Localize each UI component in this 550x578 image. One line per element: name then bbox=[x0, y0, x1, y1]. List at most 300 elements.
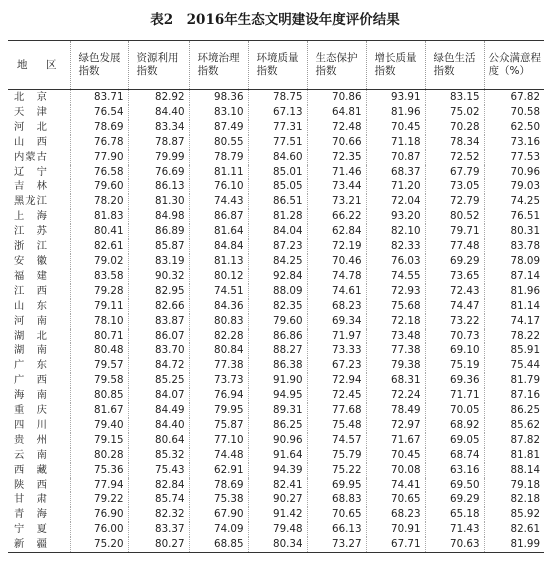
value-cell: 78.34 bbox=[425, 135, 484, 150]
table-row bbox=[8, 478, 544, 493]
table-row bbox=[8, 492, 544, 507]
value-cell: 79.57 bbox=[70, 358, 128, 373]
value-cell: 80.41 bbox=[70, 224, 128, 239]
value-cell: 80.52 bbox=[425, 209, 484, 224]
value-cell: 75.68 bbox=[366, 299, 425, 314]
region-cell: 山 西 bbox=[14, 135, 48, 148]
value-cell: 70.58 bbox=[484, 105, 544, 120]
value-cell: 73.33 bbox=[307, 343, 366, 358]
value-cell: 70.73 bbox=[425, 329, 484, 344]
value-cell: 81.64 bbox=[189, 224, 248, 239]
region-cell: 河 北 bbox=[14, 120, 48, 133]
value-cell: 73.65 bbox=[425, 269, 484, 284]
value-cell: 72.43 bbox=[425, 284, 484, 299]
value-cell: 84.25 bbox=[248, 254, 307, 269]
value-cell: 79.48 bbox=[248, 522, 307, 537]
value-cell: 62.91 bbox=[189, 463, 248, 478]
value-cell: 86.25 bbox=[248, 418, 307, 433]
table-row bbox=[8, 269, 544, 284]
value-cell: 76.94 bbox=[189, 388, 248, 403]
value-cell: 75.20 bbox=[70, 537, 128, 552]
table-row bbox=[8, 150, 544, 165]
region-cell: 新 疆 bbox=[14, 538, 48, 551]
value-cell: 74.55 bbox=[366, 269, 425, 284]
value-cell: 82.61 bbox=[484, 522, 544, 537]
value-cell: 68.92 bbox=[425, 418, 484, 433]
table-row bbox=[8, 284, 544, 299]
table-row bbox=[8, 403, 544, 418]
value-cell: 73.22 bbox=[425, 314, 484, 329]
table-row bbox=[8, 522, 544, 537]
value-cell: 77.90 bbox=[70, 150, 128, 165]
value-cell: 80.28 bbox=[70, 448, 128, 463]
value-cell: 79.38 bbox=[366, 358, 425, 373]
table-header bbox=[8, 41, 544, 90]
value-cell: 67.13 bbox=[248, 105, 307, 120]
value-cell: 98.36 bbox=[189, 90, 248, 105]
value-cell: 86.51 bbox=[248, 194, 307, 209]
value-cell: 84.49 bbox=[128, 403, 189, 418]
value-cell: 72.48 bbox=[307, 120, 366, 135]
value-cell: 69.34 bbox=[307, 314, 366, 329]
value-cell: 74.47 bbox=[425, 299, 484, 314]
value-cell: 83.15 bbox=[425, 90, 484, 105]
table-row bbox=[8, 90, 544, 105]
value-cell: 76.69 bbox=[128, 165, 189, 180]
value-cell: 83.19 bbox=[128, 254, 189, 269]
value-cell: 69.95 bbox=[307, 478, 366, 493]
value-cell: 77.51 bbox=[248, 135, 307, 150]
value-cell: 84.72 bbox=[128, 358, 189, 373]
value-cell: 73.05 bbox=[425, 179, 484, 194]
value-cell: 68.74 bbox=[425, 448, 484, 463]
value-cell: 70.28 bbox=[425, 120, 484, 135]
value-cell: 84.04 bbox=[248, 224, 307, 239]
value-cell: 84.07 bbox=[128, 388, 189, 403]
value-cell: 79.60 bbox=[248, 314, 307, 329]
value-cell: 81.99 bbox=[484, 537, 544, 552]
value-cell: 71.18 bbox=[366, 135, 425, 150]
value-cell: 85.74 bbox=[128, 492, 189, 507]
value-cell: 68.23 bbox=[307, 299, 366, 314]
value-cell: 81.13 bbox=[189, 254, 248, 269]
value-cell: 83.78 bbox=[484, 239, 544, 254]
value-cell: 82.35 bbox=[248, 299, 307, 314]
value-cell: 86.07 bbox=[128, 329, 189, 344]
value-cell: 85.32 bbox=[128, 448, 189, 463]
value-cell: 84.60 bbox=[248, 150, 307, 165]
region-cell: 湖 南 bbox=[14, 344, 48, 357]
value-cell: 78.22 bbox=[484, 329, 544, 344]
value-cell: 86.87 bbox=[189, 209, 248, 224]
value-cell: 82.66 bbox=[128, 299, 189, 314]
value-cell: 68.23 bbox=[366, 507, 425, 522]
value-cell: 79.11 bbox=[70, 299, 128, 314]
value-cell: 81.81 bbox=[484, 448, 544, 463]
column-header-environmental-quality: 环境质量指数 bbox=[248, 41, 307, 90]
region-cell: 陕 西 bbox=[14, 478, 48, 491]
value-cell: 84.40 bbox=[128, 105, 189, 120]
value-cell: 74.57 bbox=[307, 433, 366, 448]
value-cell: 79.60 bbox=[70, 179, 128, 194]
value-cell: 76.51 bbox=[484, 209, 544, 224]
value-cell: 70.63 bbox=[425, 537, 484, 552]
table-row bbox=[8, 433, 544, 448]
value-cell: 69.29 bbox=[425, 254, 484, 269]
value-cell: 73.27 bbox=[307, 537, 366, 552]
value-cell: 73.48 bbox=[366, 329, 425, 344]
region-cell: 河 南 bbox=[14, 314, 48, 327]
value-cell: 76.58 bbox=[70, 165, 128, 180]
value-cell: 90.96 bbox=[248, 433, 307, 448]
value-cell: 75.79 bbox=[307, 448, 366, 463]
table-row bbox=[8, 448, 544, 463]
value-cell: 78.79 bbox=[189, 150, 248, 165]
value-cell: 91.42 bbox=[248, 507, 307, 522]
value-cell: 70.05 bbox=[425, 403, 484, 418]
value-cell: 77.38 bbox=[189, 358, 248, 373]
value-cell: 86.89 bbox=[128, 224, 189, 239]
value-cell: 72.45 bbox=[307, 388, 366, 403]
value-cell: 78.75 bbox=[248, 90, 307, 105]
table-row bbox=[8, 194, 544, 209]
value-cell: 80.34 bbox=[248, 537, 307, 552]
table-row bbox=[8, 254, 544, 269]
value-cell: 79.18 bbox=[484, 478, 544, 493]
value-cell: 75.43 bbox=[128, 463, 189, 478]
table-row bbox=[8, 329, 544, 344]
table-row bbox=[8, 343, 544, 358]
value-cell: 68.83 bbox=[307, 492, 366, 507]
value-cell: 73.73 bbox=[189, 373, 248, 388]
table-row bbox=[8, 179, 544, 194]
value-cell: 81.79 bbox=[484, 373, 544, 388]
region-cell: 西 藏 bbox=[14, 463, 48, 476]
value-cell: 76.03 bbox=[366, 254, 425, 269]
value-cell: 81.30 bbox=[128, 194, 189, 209]
value-cell: 92.84 bbox=[248, 269, 307, 284]
region-cell: 贵 州 bbox=[14, 433, 48, 446]
value-cell: 72.18 bbox=[366, 314, 425, 329]
value-cell: 83.70 bbox=[128, 343, 189, 358]
table-row bbox=[8, 209, 544, 224]
region-cell: 云 南 bbox=[14, 448, 48, 461]
value-cell: 88.09 bbox=[248, 284, 307, 299]
value-cell: 93.20 bbox=[366, 209, 425, 224]
table-row bbox=[8, 165, 544, 180]
value-cell: 78.10 bbox=[70, 314, 128, 329]
value-cell: 75.02 bbox=[425, 105, 484, 120]
value-cell: 69.50 bbox=[425, 478, 484, 493]
table-row bbox=[8, 239, 544, 254]
region-cell: 北 京 bbox=[14, 91, 48, 103]
value-cell: 78.69 bbox=[70, 120, 128, 135]
value-cell: 74.25 bbox=[484, 194, 544, 209]
value-cell: 94.95 bbox=[248, 388, 307, 403]
value-cell: 82.18 bbox=[484, 492, 544, 507]
value-cell: 79.02 bbox=[70, 254, 128, 269]
value-cell: 80.31 bbox=[484, 224, 544, 239]
value-cell: 70.45 bbox=[366, 120, 425, 135]
value-cell: 82.84 bbox=[128, 478, 189, 493]
value-cell: 74.78 bbox=[307, 269, 366, 284]
value-cell: 62.84 bbox=[307, 224, 366, 239]
value-cell: 85.62 bbox=[484, 418, 544, 433]
value-cell: 82.28 bbox=[189, 329, 248, 344]
region-cell: 辽 宁 bbox=[14, 165, 48, 178]
value-cell: 76.90 bbox=[70, 507, 128, 522]
value-cell: 84.36 bbox=[189, 299, 248, 314]
value-cell: 73.21 bbox=[307, 194, 366, 209]
value-cell: 85.91 bbox=[484, 343, 544, 358]
value-cell: 83.71 bbox=[70, 90, 128, 105]
value-cell: 77.53 bbox=[484, 150, 544, 165]
value-cell: 81.83 bbox=[70, 209, 128, 224]
table-title: 表2 2016年生态文明建设年度评价结果 bbox=[150, 12, 400, 28]
value-cell: 71.20 bbox=[366, 179, 425, 194]
value-cell: 80.55 bbox=[189, 135, 248, 150]
value-cell: 87.23 bbox=[248, 239, 307, 254]
value-cell: 78.20 bbox=[70, 194, 128, 209]
table-row bbox=[8, 299, 544, 314]
region-cell: 甘 肃 bbox=[14, 493, 48, 506]
table-row bbox=[8, 314, 544, 329]
value-cell: 87.14 bbox=[484, 269, 544, 284]
value-cell: 81.96 bbox=[484, 284, 544, 299]
value-cell: 66.22 bbox=[307, 209, 366, 224]
value-cell: 87.16 bbox=[484, 388, 544, 403]
region-cell: 广 西 bbox=[14, 374, 48, 387]
value-cell: 70.86 bbox=[307, 90, 366, 105]
value-cell: 71.71 bbox=[425, 388, 484, 403]
value-cell: 77.31 bbox=[248, 120, 307, 135]
value-cell: 79.03 bbox=[484, 179, 544, 194]
value-cell: 77.48 bbox=[425, 239, 484, 254]
value-cell: 82.92 bbox=[128, 90, 189, 105]
value-cell: 91.90 bbox=[248, 373, 307, 388]
table-row bbox=[8, 507, 544, 522]
value-cell: 74.48 bbox=[189, 448, 248, 463]
table-row bbox=[8, 418, 544, 433]
value-cell: 85.01 bbox=[248, 165, 307, 180]
region-cell: 上 海 bbox=[14, 210, 48, 223]
value-cell: 76.54 bbox=[70, 105, 128, 120]
value-cell: 84.98 bbox=[128, 209, 189, 224]
value-cell: 78.69 bbox=[189, 478, 248, 493]
value-cell: 88.27 bbox=[248, 343, 307, 358]
region-cell: 江 苏 bbox=[14, 225, 48, 238]
evaluation-table bbox=[8, 40, 544, 553]
value-cell: 76.10 bbox=[189, 179, 248, 194]
region-cell: 四 川 bbox=[14, 418, 48, 431]
region-cell: 海 南 bbox=[14, 389, 48, 402]
value-cell: 81.14 bbox=[484, 299, 544, 314]
value-cell: 86.38 bbox=[248, 358, 307, 373]
value-cell: 85.05 bbox=[248, 179, 307, 194]
table-row bbox=[8, 463, 544, 478]
value-cell: 64.81 bbox=[307, 105, 366, 120]
region-cell: 广 东 bbox=[14, 359, 48, 372]
table-row bbox=[8, 120, 544, 135]
value-cell: 74.41 bbox=[366, 478, 425, 493]
table-row bbox=[8, 224, 544, 239]
value-cell: 79.58 bbox=[70, 373, 128, 388]
value-cell: 72.97 bbox=[366, 418, 425, 433]
value-cell: 80.48 bbox=[70, 343, 128, 358]
value-cell: 74.43 bbox=[189, 194, 248, 209]
value-cell: 74.17 bbox=[484, 314, 544, 329]
column-header-green-living: 绿色生活指数 bbox=[425, 41, 484, 90]
value-cell: 68.31 bbox=[366, 373, 425, 388]
region-cell: 内蒙古 bbox=[14, 150, 48, 163]
value-cell: 70.91 bbox=[366, 522, 425, 537]
value-cell: 79.71 bbox=[425, 224, 484, 239]
value-cell: 78.49 bbox=[366, 403, 425, 418]
column-header-public-satisfaction: 公众满意程度（%） bbox=[484, 41, 544, 90]
value-cell: 76.78 bbox=[70, 135, 128, 150]
value-cell: 80.71 bbox=[70, 329, 128, 344]
column-header-growth-quality: 增长质量指数 bbox=[366, 41, 425, 90]
value-cell: 69.29 bbox=[425, 492, 484, 507]
value-cell: 85.92 bbox=[484, 507, 544, 522]
value-cell: 78.87 bbox=[128, 135, 189, 150]
table-row bbox=[8, 358, 544, 373]
value-cell: 75.44 bbox=[484, 358, 544, 373]
value-cell: 68.85 bbox=[189, 537, 248, 552]
table-row bbox=[8, 388, 544, 403]
value-cell: 83.87 bbox=[128, 314, 189, 329]
value-cell: 71.46 bbox=[307, 165, 366, 180]
value-cell: 94.39 bbox=[248, 463, 307, 478]
value-cell: 79.22 bbox=[70, 492, 128, 507]
value-cell: 68.37 bbox=[366, 165, 425, 180]
value-cell: 62.50 bbox=[484, 120, 544, 135]
value-cell: 79.15 bbox=[70, 433, 128, 448]
value-cell: 79.40 bbox=[70, 418, 128, 433]
value-cell: 90.32 bbox=[128, 269, 189, 284]
value-cell: 66.13 bbox=[307, 522, 366, 537]
header-row bbox=[8, 41, 544, 90]
value-cell: 70.46 bbox=[307, 254, 366, 269]
table-row bbox=[8, 105, 544, 120]
value-cell: 93.91 bbox=[366, 90, 425, 105]
value-cell: 77.10 bbox=[189, 433, 248, 448]
value-cell: 88.14 bbox=[484, 463, 544, 478]
value-cell: 73.16 bbox=[484, 135, 544, 150]
value-cell: 75.19 bbox=[425, 358, 484, 373]
value-cell: 79.99 bbox=[128, 150, 189, 165]
value-cell: 67.82 bbox=[484, 90, 544, 105]
region-cell: 江 西 bbox=[14, 284, 48, 297]
value-cell: 85.87 bbox=[128, 239, 189, 254]
value-cell: 82.95 bbox=[128, 284, 189, 299]
value-cell: 83.37 bbox=[128, 522, 189, 537]
value-cell: 77.94 bbox=[70, 478, 128, 493]
value-cell: 74.09 bbox=[189, 522, 248, 537]
value-cell: 80.27 bbox=[128, 537, 189, 552]
column-header-resource-utilization: 资源利用指数 bbox=[128, 41, 189, 90]
table-row bbox=[8, 537, 544, 552]
value-cell: 86.13 bbox=[128, 179, 189, 194]
value-cell: 72.52 bbox=[425, 150, 484, 165]
value-cell: 82.61 bbox=[70, 239, 128, 254]
column-header-green-development: 绿色发展指数 bbox=[70, 41, 128, 90]
value-cell: 89.31 bbox=[248, 403, 307, 418]
value-cell: 91.64 bbox=[248, 448, 307, 463]
value-cell: 70.08 bbox=[366, 463, 425, 478]
value-cell: 72.04 bbox=[366, 194, 425, 209]
column-header-region: 地 区 bbox=[17, 58, 61, 71]
value-cell: 82.10 bbox=[366, 224, 425, 239]
region-cell: 山 东 bbox=[14, 299, 48, 312]
value-cell: 69.36 bbox=[425, 373, 484, 388]
region-cell: 安 徽 bbox=[14, 254, 48, 267]
value-cell: 83.10 bbox=[189, 105, 248, 120]
value-cell: 86.25 bbox=[484, 403, 544, 418]
region-cell: 湖 北 bbox=[14, 329, 48, 342]
value-cell: 78.09 bbox=[484, 254, 544, 269]
value-cell: 79.95 bbox=[189, 403, 248, 418]
value-cell: 80.83 bbox=[189, 314, 248, 329]
value-cell: 75.22 bbox=[307, 463, 366, 478]
value-cell: 72.24 bbox=[366, 388, 425, 403]
value-cell: 72.93 bbox=[366, 284, 425, 299]
region-cell: 福 建 bbox=[14, 269, 48, 282]
value-cell: 75.36 bbox=[70, 463, 128, 478]
value-cell: 77.68 bbox=[307, 403, 366, 418]
value-cell: 79.28 bbox=[70, 284, 128, 299]
value-cell: 82.32 bbox=[128, 507, 189, 522]
value-cell: 72.79 bbox=[425, 194, 484, 209]
value-cell: 85.25 bbox=[128, 373, 189, 388]
value-cell: 70.65 bbox=[307, 507, 366, 522]
value-cell: 67.79 bbox=[425, 165, 484, 180]
table-body bbox=[8, 90, 544, 553]
value-cell: 74.61 bbox=[307, 284, 366, 299]
value-cell: 76.00 bbox=[70, 522, 128, 537]
value-cell: 67.71 bbox=[366, 537, 425, 552]
value-cell: 67.90 bbox=[189, 507, 248, 522]
value-cell: 80.64 bbox=[128, 433, 189, 448]
value-cell: 82.33 bbox=[366, 239, 425, 254]
value-cell: 73.44 bbox=[307, 179, 366, 194]
value-cell: 81.11 bbox=[189, 165, 248, 180]
value-cell: 80.85 bbox=[70, 388, 128, 403]
value-cell: 86.86 bbox=[248, 329, 307, 344]
value-cell: 83.58 bbox=[70, 269, 128, 284]
value-cell: 67.23 bbox=[307, 358, 366, 373]
value-cell: 71.97 bbox=[307, 329, 366, 344]
value-cell: 83.34 bbox=[128, 120, 189, 135]
value-cell: 87.49 bbox=[189, 120, 248, 135]
value-cell: 82.41 bbox=[248, 478, 307, 493]
value-cell: 70.65 bbox=[366, 492, 425, 507]
value-cell: 80.84 bbox=[189, 343, 248, 358]
region-cell: 浙 江 bbox=[14, 240, 48, 253]
value-cell: 72.94 bbox=[307, 373, 366, 388]
value-cell: 81.28 bbox=[248, 209, 307, 224]
value-cell: 65.18 bbox=[425, 507, 484, 522]
value-cell: 80.12 bbox=[189, 269, 248, 284]
value-cell: 70.45 bbox=[366, 448, 425, 463]
value-cell: 63.16 bbox=[425, 463, 484, 478]
column-header-ecological-protection: 生态保护指数 bbox=[307, 41, 366, 90]
value-cell: 90.27 bbox=[248, 492, 307, 507]
value-cell: 74.51 bbox=[189, 284, 248, 299]
value-cell: 84.84 bbox=[189, 239, 248, 254]
value-cell: 77.38 bbox=[366, 343, 425, 358]
value-cell: 69.10 bbox=[425, 343, 484, 358]
